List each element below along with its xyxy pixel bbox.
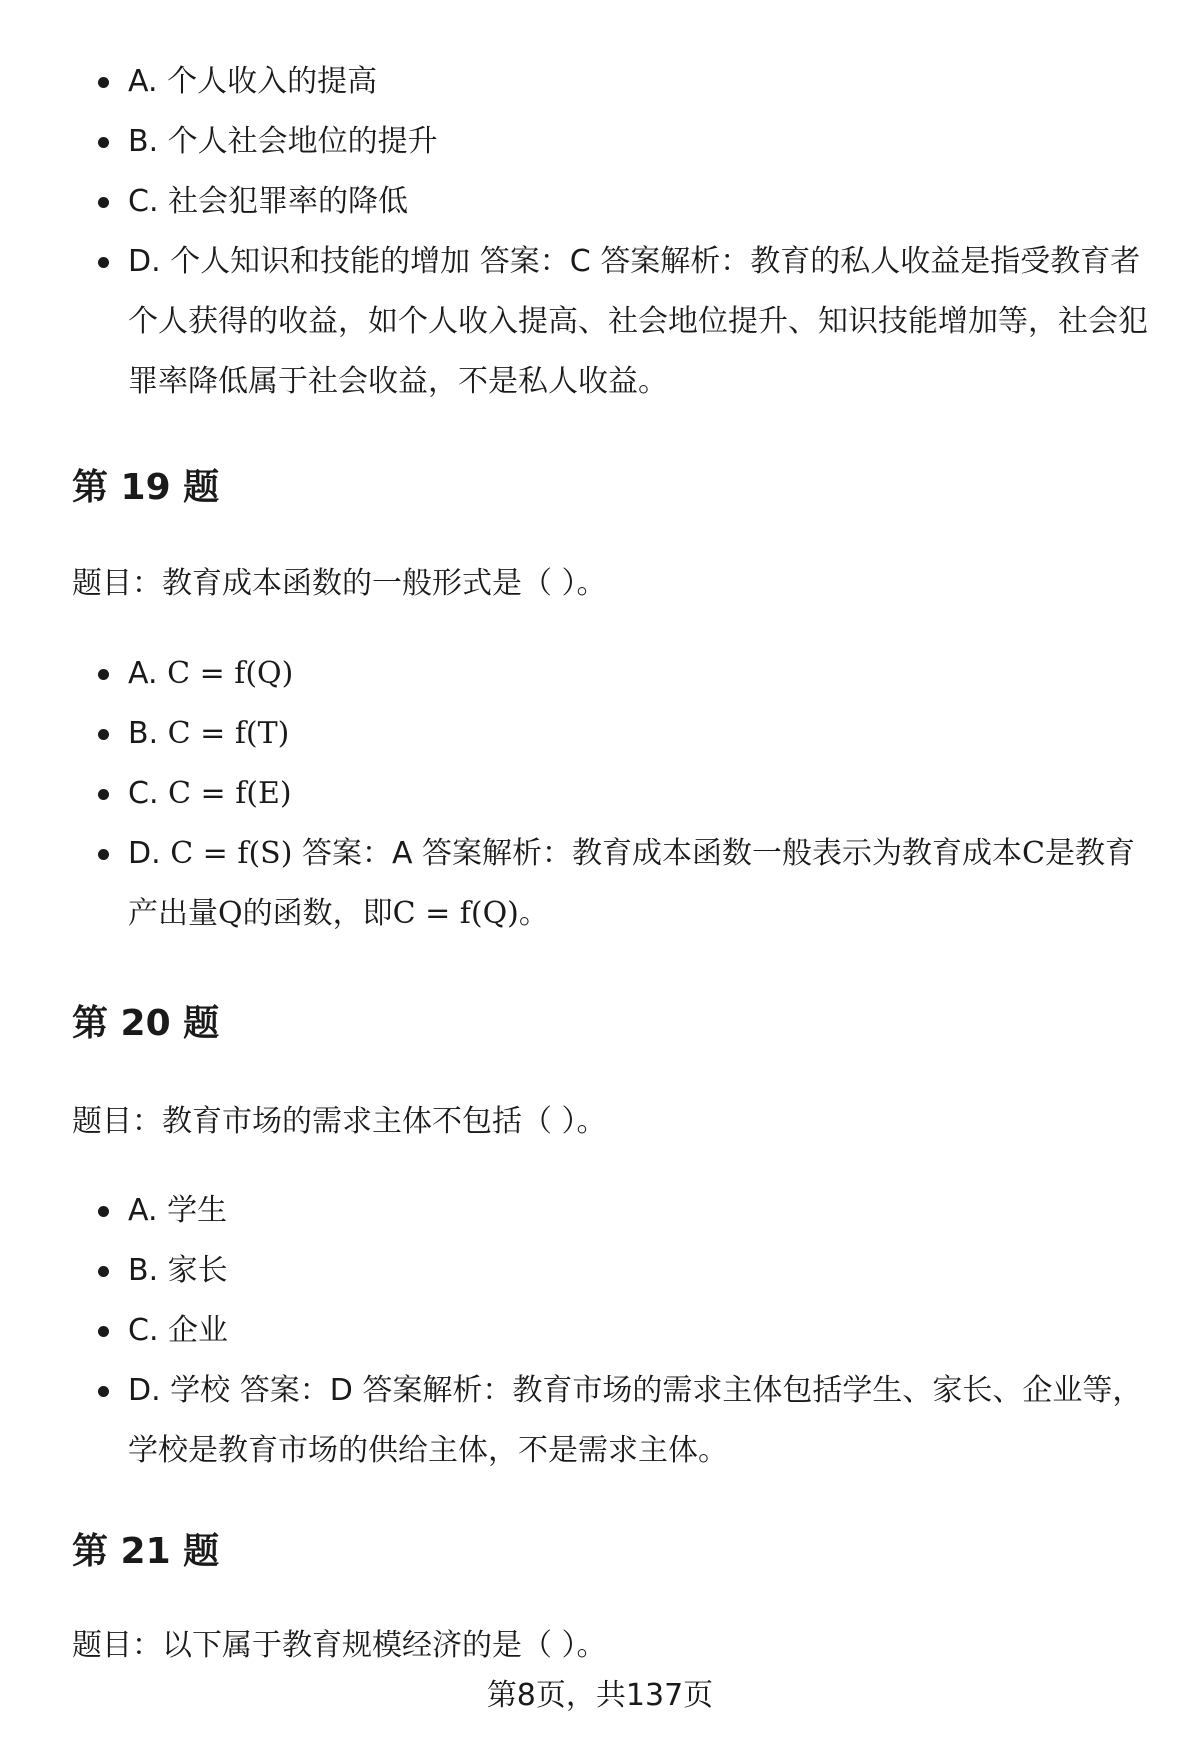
q19-option-d-formula: C = f(S): [170, 836, 293, 871]
q20-options: [0, 1181, 1200, 1481]
q19-option-b-formula: C = f(T): [167, 716, 290, 751]
q19-stem: 题目：教育成本函数的一般形式是（ ）。: [72, 566, 607, 601]
q20-option-c: C. 企业: [0, 1301, 1200, 1361]
q18-option-d: D. 个人知识和技能的增加 答案：C 答案解析：教育的私人收益是指受教育者个人获得的收益，如个人收入提高、社会地位提升、知识技能增加等，社会犯罪率降低属于社会收益，不是私人收益。: [0, 232, 1200, 412]
q19-option-a: [0, 644, 1200, 704]
q18-option-b: B. 个人社会地位的提升: [0, 112, 1200, 172]
q19-options: [0, 644, 1200, 944]
q20-stem: 题目：教育市场的需求主体不包括（ ）。: [72, 1104, 607, 1139]
q19-title: 第 19 题: [72, 467, 220, 508]
q20-title: 第 20 题: [72, 1003, 220, 1044]
q20-option-d: D. 学校 答案：D 答案解析：教育市场的需求主体包括学生、家长、企业等，学校是教育市场的供给主体，不是需求主体。: [0, 1361, 1200, 1481]
q19-answer-text-2: 是教育产出量: [128, 836, 1135, 931]
q19-answer-text-4: 。: [518, 896, 549, 931]
q19-option-c-formula: C = f(E): [168, 776, 292, 811]
q19-option-b-prefix: B.: [128, 716, 168, 751]
q18-option-c: C. 社会犯罪率的降低: [0, 172, 1200, 232]
q19-answer-math-q: Q: [218, 896, 243, 931]
q19-option-c: [0, 764, 1200, 824]
q19-option-b: [0, 704, 1200, 764]
page-number-footer: 第8页，共137页: [486, 1678, 714, 1713]
q19-answer-text-1: 答案：A 答案解析：教育成本函数一般表示为教育成本: [292, 836, 1023, 871]
q20-option-b: B. 家长: [0, 1241, 1200, 1301]
q19-answer-math-c: C: [1022, 836, 1045, 871]
q19-option-a-prefix: A.: [128, 656, 168, 691]
q21-stem: 题目：以下属于教育规模经济的是（ ）。: [72, 1628, 607, 1663]
q19-option-c-prefix: C.: [128, 776, 169, 811]
q19-option-d: [0, 824, 1200, 944]
q18-option-a: A. 个人收入的提高: [0, 52, 1200, 112]
q19-answer-math-formula: C = f(Q): [392, 896, 519, 931]
q19-option-a-formula: C = f(Q): [167, 656, 294, 691]
q20-option-a: A. 学生: [0, 1181, 1200, 1241]
q18-options: [0, 52, 1200, 412]
q21-title: 第 21 题: [72, 1531, 220, 1572]
q19-option-d-prefix: D.: [128, 836, 171, 871]
q19-answer-text-3: 的函数，即: [242, 896, 393, 931]
